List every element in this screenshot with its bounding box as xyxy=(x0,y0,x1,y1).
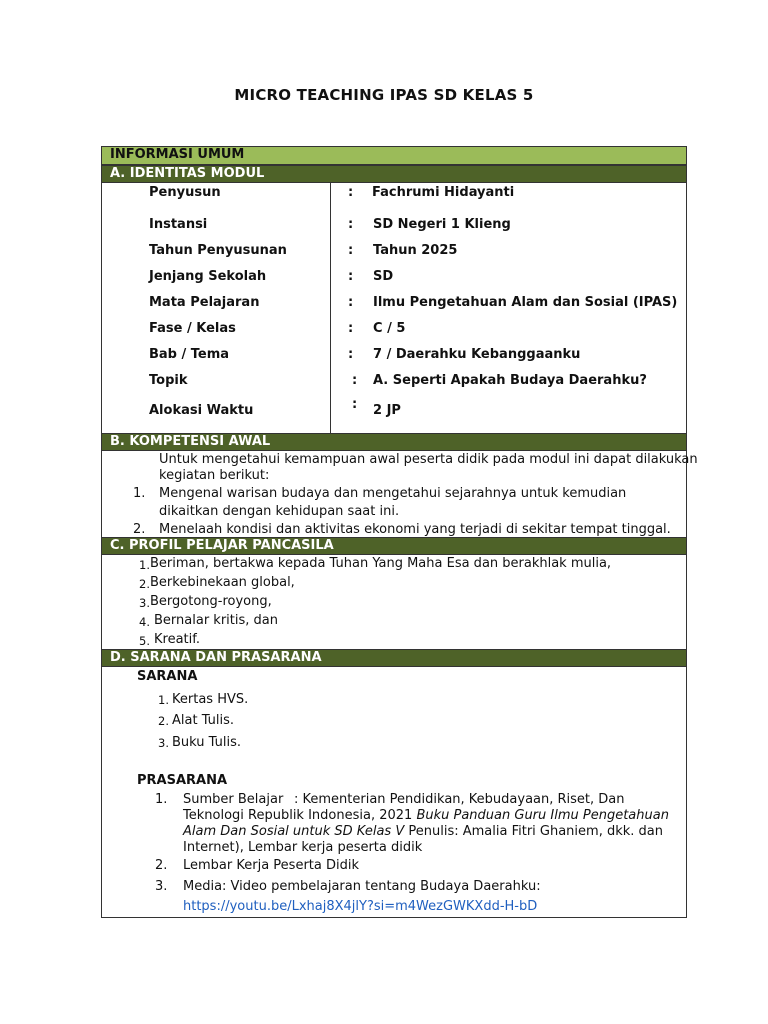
column-divider xyxy=(330,183,331,433)
colon: : xyxy=(352,373,358,388)
list-number: 5. xyxy=(139,634,150,648)
label-bab: Bab / Tema xyxy=(149,347,230,362)
prasarana-item: Alam Dan Sosial untuk SD Kelas V Penulis: Amalia Fitri Ghaniem, dkk. dan xyxy=(183,824,663,839)
kompetensi-intro: Untuk mengetahui kemampuan awal peserta didik pada modul ini dapat dilakukan xyxy=(159,452,698,467)
prasarana-item: Internet), Lembar kerja peserta didik xyxy=(183,840,423,855)
value-instansi: SD Negeri 1 Klieng xyxy=(373,217,511,232)
colon: : xyxy=(348,243,354,258)
prasarana-item: Lembar Kerja Peserta Didik xyxy=(183,858,360,873)
colon: : xyxy=(352,397,358,412)
kompetensi-intro: kegiatan berikut: xyxy=(159,468,270,483)
video-link[interactable]: https://youtu.be/Lxhaj8X4jlY?si=m4WezGWKXdd-H-bD xyxy=(183,899,538,914)
label-penyusun: Penyusun xyxy=(149,185,221,200)
prasarana-item: : Kementerian Pendidikan, Kebudayaan, Riset, Dan xyxy=(294,792,625,807)
label-instansi: Instansi xyxy=(149,217,208,232)
prasarana-heading: PRASARANA xyxy=(137,773,228,788)
colon: : xyxy=(348,321,354,336)
profil-item: Beriman, bertakwa kepada Tuhan Yang Maha Esa dan berakhlak mulia, xyxy=(150,556,612,571)
list-number: 1. xyxy=(158,693,169,707)
informasi-umum-header: INFORMASI UMUM xyxy=(102,147,686,165)
prasarana-item: Sumber Belajar xyxy=(183,792,284,807)
prasarana-item: Teknologi Republik Indonesia, 2021 Buku Panduan Guru Ilmu Pengetahuan xyxy=(183,808,669,823)
value-penyusun: Fachrumi Hidayanti xyxy=(372,185,515,200)
identitas-modul-header: A. IDENTITAS MODUL xyxy=(102,165,686,183)
sarana-prasarana-header: D. SARANA DAN PRASARANA xyxy=(102,649,686,667)
list-number: 1. xyxy=(139,558,150,572)
value-bab: 7 / Daerahku Kebanggaanku xyxy=(373,347,581,362)
profil-item: Bernalar kritis, dan xyxy=(154,613,278,628)
list-number: 1. xyxy=(155,792,168,807)
document-title: MICRO TEACHING IPAS SD KELAS 5 xyxy=(234,86,534,104)
colon: : xyxy=(348,185,354,200)
label-jenjang: Jenjang Sekolah xyxy=(149,269,267,284)
colon: : xyxy=(348,347,354,362)
label-topik: Topik xyxy=(149,373,188,388)
colon: : xyxy=(348,269,354,284)
label-mapel: Mata Pelajaran xyxy=(149,295,260,310)
list-number: 3. xyxy=(158,736,169,750)
list-number: 3. xyxy=(155,879,168,894)
label-alokasi: Alokasi Waktu xyxy=(149,403,254,418)
kompetensi-item: Mengenal warisan budaya dan mengetahui sejarahnya untuk kemudian xyxy=(159,486,627,501)
list-number: 2. xyxy=(139,577,150,591)
value-topik: A. Seperti Apakah Budaya Daerahku? xyxy=(373,373,647,388)
value-fase: C / 5 xyxy=(373,321,406,336)
colon: : xyxy=(348,217,354,232)
kompetensi-awal-header: B. KOMPETENSI AWAL xyxy=(102,433,686,451)
list-number: 2. xyxy=(158,714,169,728)
colon: : xyxy=(348,295,354,310)
sarana-item: Kertas HVS. xyxy=(172,692,249,707)
list-number: 2. xyxy=(133,522,146,537)
value-tahun: Tahun 2025 xyxy=(373,243,458,258)
list-number: 4. xyxy=(139,615,150,629)
label-tahun: Tahun Penyusunan xyxy=(149,243,287,258)
value-alokasi: 2 JP xyxy=(373,403,401,418)
profil-item: Kreatif. xyxy=(154,632,201,647)
module-table xyxy=(101,146,698,918)
profil-item: Bergotong-royong, xyxy=(150,594,272,609)
kompetensi-item: dikaitkan dengan kehidupan saat ini. xyxy=(159,504,400,519)
list-number: 2. xyxy=(155,858,168,873)
value-mapel: Ilmu Pengetahuan Alam dan Sosial (IPAS) xyxy=(373,295,678,310)
sarana-item: Alat Tulis. xyxy=(172,713,235,728)
sarana-heading: SARANA xyxy=(137,669,198,684)
value-jenjang: SD xyxy=(373,269,394,284)
list-number: 1. xyxy=(133,486,146,501)
label-fase: Fase / Kelas xyxy=(149,321,236,336)
sarana-item: Buku Tulis. xyxy=(172,735,241,750)
list-number: 3. xyxy=(139,596,150,610)
profil-item: Berkebinekaan global, xyxy=(150,575,295,590)
profil-pelajar-header: C. PROFIL PELAJAR PANCASILA xyxy=(102,537,686,555)
kompetensi-item: Menelaah kondisi dan aktivitas ekonomi yang terjadi di sekitar tempat tinggal. xyxy=(159,522,671,537)
prasarana-item: Media: Video pembelajaran tentang Budaya Daerahku: xyxy=(183,879,541,894)
